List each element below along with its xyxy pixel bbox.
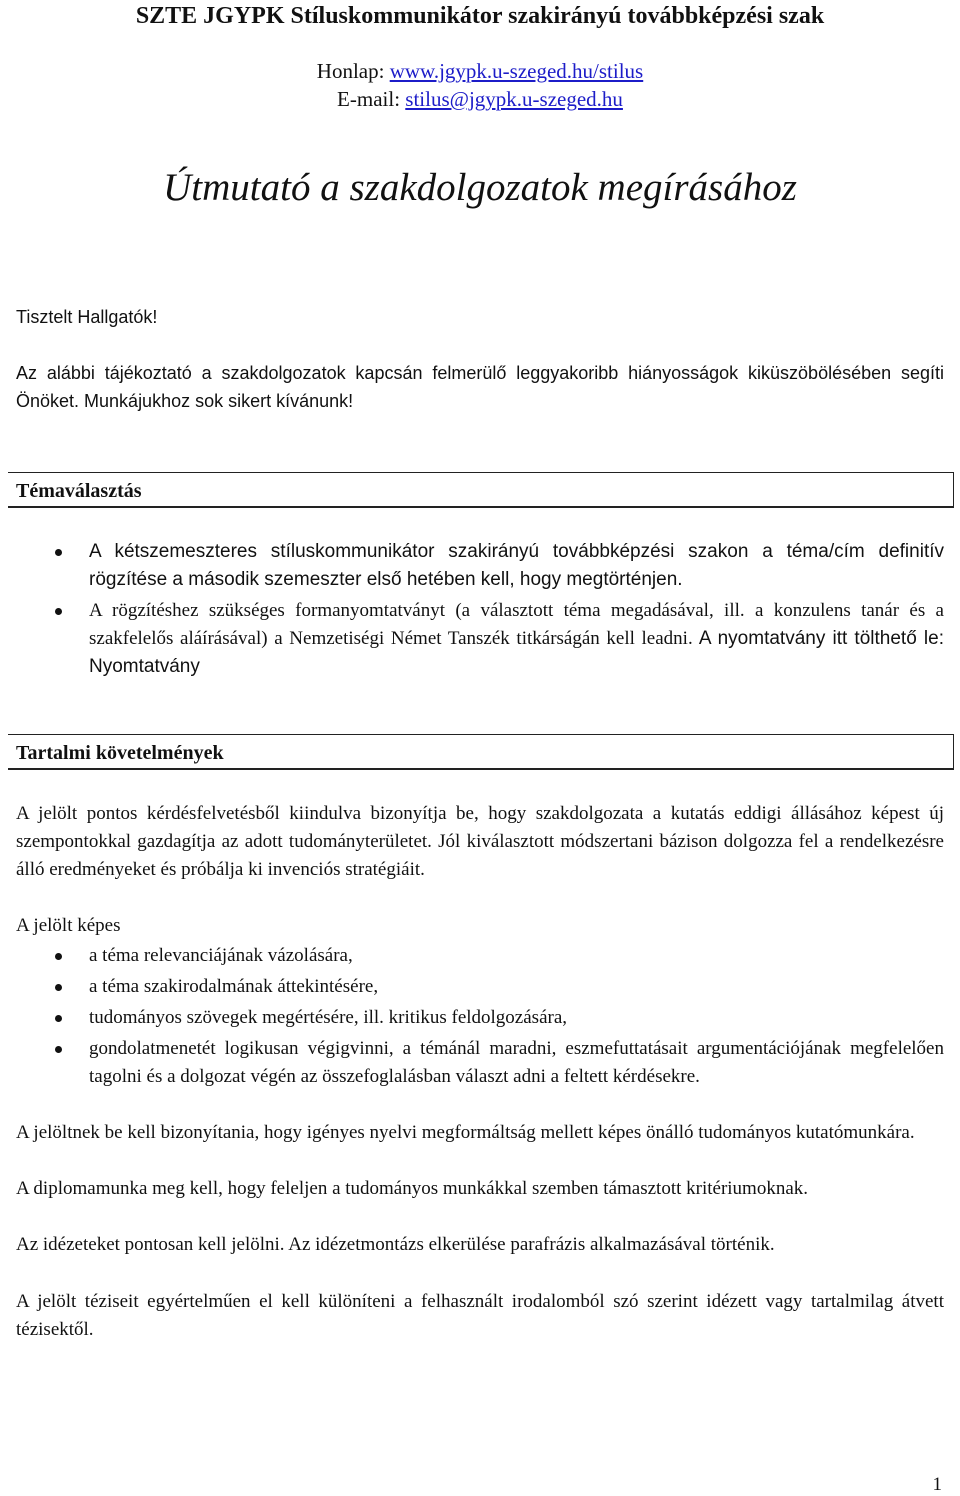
section-heading-box — [8, 734, 954, 770]
list-item — [16, 973, 944, 1001]
list-item — [16, 942, 944, 970]
email-link[interactable]: stilus@jgypk.u-szeged.hu — [405, 87, 623, 111]
section-heading-topic: Témaválasztás — [16, 480, 142, 502]
section-heading-requirements: Tartalmi követelmények — [16, 742, 224, 764]
topic-bullet-list — [16, 538, 944, 684]
homepage-link[interactable]: www.jgypk.u-szeged.hu/stilus — [389, 59, 644, 83]
bullet-text: a téma szakirodalmának áttekintésére, — [89, 976, 379, 997]
bullet-text: A kétszemeszteres stíluskommunikátor szakirányú továbbképzési szakon a téma/cím definitív rögzítése a második szemeszter első hetében kell, hogy megtörténjen. — [89, 541, 944, 590]
capability-bullet-list — [16, 942, 944, 1094]
requirements-paragraph: A jelölt pontos kérdésfelvetésből kiindulva bizonyítja be, hogy szakdolgozata a kutatás eddigi állásához képest új szempontokkal gazdagítja az adott tudományterületet. Jól kiválasztott módszertani bázison dolgozza fel a rendelkezésre álló eredményeket és próbálja ki invenciós stratégiáit. — [16, 803, 944, 880]
bullet-text: tudományos szövegek megértésére, ill. kritikus feldolgozására, — [89, 1007, 568, 1028]
bullet-icon — [55, 953, 62, 960]
bullet-text: A rögzítéshez szükséges formanyomtatványt (a választott téma megadásával, ill. a konzulens tanár és a szakfelelős aláírásával) a Nemzetiségi Német Tanszék titkárságán kell leadni. — [89, 600, 944, 649]
program-title: SZTE JGYPK Stíluskommunikátor szakirányú továbbképzési szak — [135, 3, 825, 29]
requirements-paragraph: A jelölt téziseit egyértelműen el kell különíteni a felhasznált irodalomból szó szerint idézett vagy tartalmilag átvett tézisektől. — [16, 1291, 944, 1340]
email-label: E-mail: — [337, 87, 406, 111]
download-form-text: A nyomtatvány itt tölthető le: Nyomtatvány — [89, 628, 944, 677]
bullet-text: gondolatmenetét logikusan végigvinni, a témánál maradni, eszmefuttatásait argumentációjának megfelelően tagolni és a dolgozat végén az összefoglalásban választ adni a feltett kérdésekre. — [89, 1038, 944, 1087]
bullet-icon — [55, 549, 62, 556]
greeting: Tisztelt Hallgatók! — [16, 307, 158, 327]
requirements-paragraph: A diplomamunka meg kell, hogy feleljen a tudományos munkákkal szemben támasztott kritériumoknak. — [16, 1178, 809, 1199]
list-item — [16, 1035, 944, 1091]
section-heading-box — [8, 472, 954, 508]
homepage-line — [0, 58, 960, 84]
list-item — [16, 1004, 944, 1032]
homepage-label: Honlap: — [316, 59, 390, 83]
bullet-text: a téma relevanciájának vázolására, — [89, 945, 353, 966]
email-line — [0, 86, 960, 112]
intro-text: Az alábbi tájékoztató a szakdolgozatok kapcsán felmerülő leggyakoribb hiányosságok kiküszöbölésében segíti Önöket. Munkájukhoz sok sikert kívánunk! — [16, 363, 944, 411]
page-number: 1 — [932, 1474, 942, 1495]
bullet-icon — [55, 1015, 62, 1022]
bullet-icon — [55, 984, 62, 991]
list-item — [16, 597, 944, 681]
list-item — [16, 538, 944, 594]
requirements-paragraph: A jelöltnek be kell bizonyítania, hogy igényes nyelvi megformáltság mellett képes önálló tudományos kutatómunkára. — [16, 1122, 915, 1143]
bullet-icon — [55, 608, 62, 615]
requirements-paragraph: Az idézeteket pontosan kell jelölni. Az idézetmontázs elkerülése parafrázis alkalmazásával történik. — [16, 1234, 775, 1255]
candidate-capable-text: A jelölt képes — [16, 915, 121, 936]
document-title: Útmutató a szakdolgozatok megírásához — [163, 166, 797, 209]
bullet-icon — [55, 1046, 62, 1053]
